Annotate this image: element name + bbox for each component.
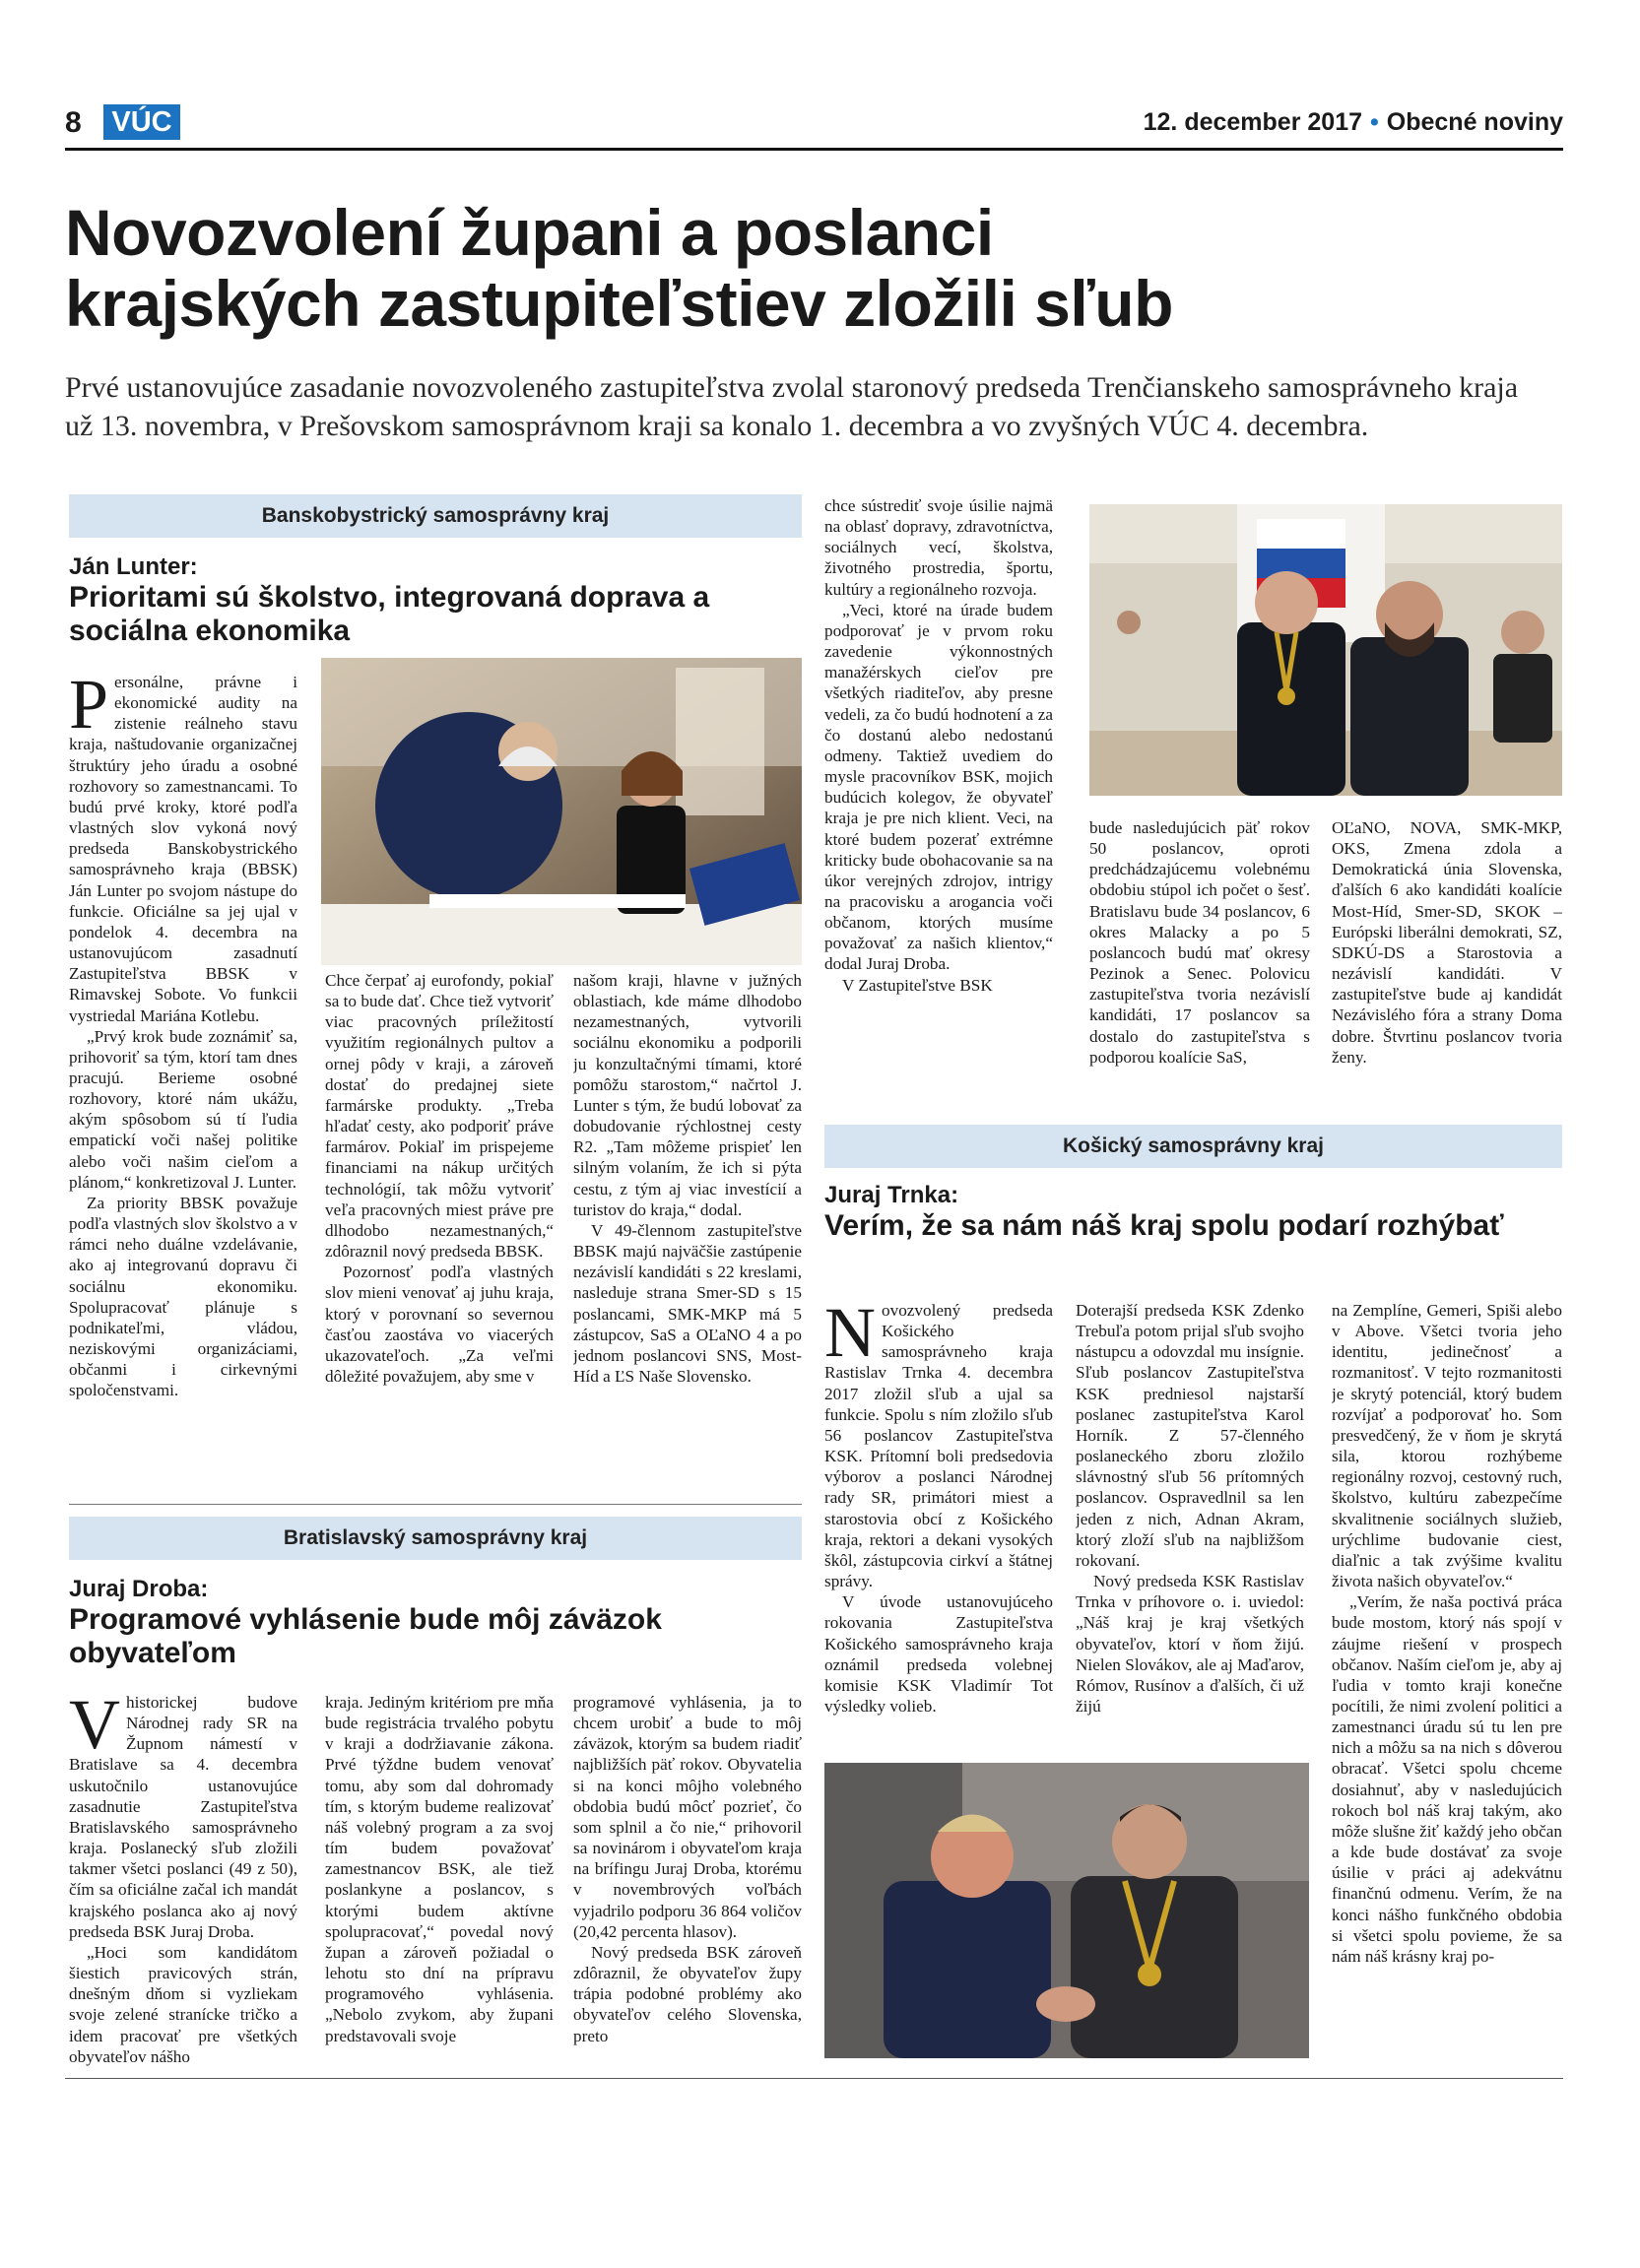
bbsk-author: Ján Lunter: bbox=[69, 553, 198, 580]
bsk-column-6 bbox=[1332, 817, 1562, 1104]
lead-paragraph: Prvé ustanovujúce zasadanie novozvoleného zastupiteľstva zvolal staronový predseda Trenčianskeho samosprávneho kraja už 13. novembra, v Prešovskom samosprávnom kraji sa konalo 1. decembra a vo zvyšných VÚC 4. decembra. bbox=[65, 371, 1519, 442]
bbsk-column-3 bbox=[573, 970, 802, 1519]
title-line-1: Novozvolení župani a poslanci bbox=[65, 196, 994, 269]
bsk-paragraph: „Hoci som kandidátom šiestich pravicových strán, dnešným dňom si vyzliekam svoje zelené stranícke tričko a idem pracovať pre všetkých obyvateľov nášho bbox=[69, 1942, 297, 2066]
page-title bbox=[65, 197, 1542, 339]
region-bar-bsk: Bratislavský samosprávny kraj bbox=[69, 1517, 802, 1560]
handshake-image bbox=[824, 1763, 1309, 2058]
bsk-paragraph: V Zastupiteľstve BSK bbox=[842, 975, 993, 995]
section-divider bbox=[69, 1504, 802, 1505]
drop-cap: N bbox=[824, 1300, 876, 1372]
ksk-paragraph: „Verím, že naša poctivá práca bude mostom, ktorý nás spojí v záujme riešení v prospech občanov. Naším cieľom je, aby aj ľudia v tomto kraji konečne pocítili, že nimi zvolení politici a zamestnanci úradu sú tu len pre nich a môžu sa na nich s dôverou obracať. Všetci spolu chceme dosiahnuť, aby v nasledujúcich rokoch bol náš kraj takým, ako môže slušne žiť každý jeho občan a kde bude dostávať za svoje úsilie v práci aj adekvátnu finančnú odmenu. Verím, že na konci nášho funkčného obdobia si všetci spolu povieme, že sa nám náš krásny kraj po- bbox=[1332, 1592, 1562, 1966]
ksk-paragraph: Novozvolený predseda Košického samosprávneho kraja Rastislav Trnka 4. decembra 2017 zložil sľub a ujal sa funkcie. Spolu s ním zložilo sľub 56 poslancov Zastupiteľstva KSK. Prítomní boli predsedovia výborov a poslanci Národnej rady SR, primátori miest a starostovia obcí z Košického kraja, rektori a dekani vysokých škôl, zástupcovia cirkví a štátnej správy. bbox=[824, 1300, 1053, 1591]
bsk-paragraph: programové vyhlásenia, ja to chcem urobiť a bude to môj záväzok, ktorým sa budem riadiť najbližších päť rokov. Obyvatelia si na konci môjho volebného obdobia budú môcť pozrieť, čo som splnil a čo nie,“ prihovoril sa novinárom i obyvateľom kraja na brífingu Juraj Droba, ktorému v novembrových voľbách vyjadrilo podporu 36 864 voličov (20,42 percenta hlasov). bbox=[573, 1693, 802, 1941]
bsk-column-2 bbox=[325, 1692, 554, 2068]
ksk-headline: Verím, že sa nám náš kraj spolu podarí rozhýbať bbox=[824, 1209, 1504, 1242]
bsk-paragraph: „Veci, ktoré na úrade budem podporovať je v prvom roku zavedenie výkonnostných manažérskych cieľov pre všetkých riaditeľov, aby presne vedeli, za čo budú hodnotení a za čo dostanú alebo nedostanú odmeny. Taktiež uvediem do mysle pracovníkov BSK, mojich budúcich kolegov, že obyvateľ kraja je pre nich klient. Veci, na ktoré budem pozerať extrémne kriticky bude obohacovanie sa na úkor verejných zdrojov, intrigy na pracovisku a arogancia voči občanom, ktorých musíme považovať za našich klientov,“ dodal Juraj Droba. bbox=[824, 600, 1053, 974]
ksk-paragraph: V úvode ustanovujúceho rokovania Zastupiteľstva Košického samosprávneho kraja oznámil predseda volebnej komisie KSK Vladimír Tot výsledky volieb. bbox=[824, 1592, 1053, 1716]
bsk-paragraph: bude nasledujúcich päť rokov 50 poslancov, oproti predchádzajúcemu volebnému obdobiu stúpol ich počet o šesť. Bratislavu bude 34 poslancov, 6 okres Malacky a po 5 poslancoch budú mať okresy Pezinok a Senec. Polovicu zastupiteľstva tvoria nezávislí kandidáti, 17 poslancov sa dostalo do zastupiteľstva s podporou koalície SaS, bbox=[1089, 818, 1310, 1067]
bbsk-paragraph: našom kraji, hlavne v južných oblastiach, kde máme dlhodobo nezamestnaných, vytvorili sociálnu ekonomiku a podporili ju konzultačnými tímami, ktoré pomôžu starostom,“ načrtol J. Lunter s tým, že budú lobovať za dobudovanie rýchlostnej cesty R2. „Tam môžeme prispieť len silným volaním, že ich si pýta cestu, z tým aj viac investícií a turistov do kraja,“ dodal. bbox=[573, 971, 802, 1219]
bsk-paragraph: OĽaNO, NOVA, SMK-MKP, OKS, Zmena zdola a Demokratická únia Slovenska, ďalších 6 ako kandidáti koalície Most-Híd, Smer-SD, SKOK – Európski liberálni demokrati, SZ, SDKÚ-DS a Starostovia a nezávislí kandidáti. V zastupiteľstve bude aj kandidát Nezávislého fóra a strany Doma dobre. Štvrtinu poslancov tvoria ženy. bbox=[1332, 818, 1562, 1067]
drop-cap: P bbox=[69, 672, 109, 744]
bbsk-paragraph: Chce čerpať aj eurofondy, pokiaľ sa to bude dať. Chce tiež vytvoriť viac pracovných príležitostí využitím regionálnych pultov a ornej pôdy v kraji, a zároveň dostať do predajnej siete farmárske produkty. „Treba hľadať cesty, ako podporiť práve farmárov. Pokiaľ im prispejeme financiami na nákup určitých technológií, tak môžu vytvoriť veľa pracovných miest práve pre dlhodobo nezamestnaných,“ zdôraznil nový predseda BBSK. bbox=[325, 971, 554, 1262]
bbsk-photo bbox=[321, 658, 802, 965]
header-rule bbox=[65, 148, 1563, 151]
separator-dot: • bbox=[1370, 108, 1379, 136]
bsk-paragraph: kraja. Jediným kritériom pre mňa bude registrácia trvalého pobytu v kraji a dodržiavanie zákona. Prvé týždne budem venovať tomu, aby som dal dohromady tím, s ktorým budeme realizovať náš volebný program a za svoj tím budem považovať zamestnancov BSK, ale tiež poslankyne a poslancov, s ktorými budem aktívne spolupracovať,“ povedal nový župan a zároveň požiadal o lehotu sto dní na prípravu programového vyhlásenia. „Nebolo zvykom, aby župani predstavovali svoje bbox=[325, 1693, 554, 2045]
bbsk-paragraph: Personálne, právne i ekonomické audity na zistenie reálneho stavu kraja, naštudovanie organizačnej štruktúry jeho úradu a osobné rozhovory so zamestnancami. To budú prvé kroky, ktoré podľa vlastných slov vykoná nový predseda Banskobystrického samosprávneho kraja (BBSK) Ján Lunter po svojom nástupe do funkcie. Oficiálne sa jej ujal v pondelok 4. decembra na ustanovujúcom zasadnutí Zastupiteľstva BBSK v Rimavskej Sobote. Vo funkcii vystriedal Mariána Kotlebu. bbox=[69, 672, 297, 1025]
issue-date: 12. december 2017 bbox=[1143, 108, 1363, 136]
bsk-paragraph: chce sústrediť svoje úsilie najmä na oblasť dopravy, zdravotníctva, sociálnych vecí, školstva, životného prostredia, športu, kultúry a regionálneho rozvoja. bbox=[824, 496, 1053, 599]
bbsk-column-2 bbox=[325, 970, 554, 1519]
bbsk-paragraph: Za priority BBSK považuje podľa vlastných slov školstvo a v rámci neho duálne vzdelávanie, ako aj integrovanú dopravu či sociálnu ekonomiku. Spolupracovať plánuje s podnikateľmi, vládou, neziskovými organizáciami, občanmi i cirkevnými spoločenstvami. bbox=[69, 1193, 297, 1400]
bsk-headline: Programové vyhlásenie bude môj záväzok obyvateľom bbox=[69, 1603, 662, 1669]
bsk-author: Juraj Droba: bbox=[69, 1576, 209, 1602]
bbsk-column-1 bbox=[69, 672, 297, 1519]
signing-ceremony-image bbox=[321, 658, 802, 965]
ksk-column-1 bbox=[824, 1300, 1053, 1753]
bbsk-headline: Prioritami sú školstvo, integrovaná doprava a sociálna ekonomika bbox=[69, 581, 710, 647]
oath-ceremony-image bbox=[1089, 504, 1562, 796]
bsk-paragraph: Nový predseda BSK zároveň zdôraznil, že obyvateľov župy trápia podobné problémy ako obyvateľov celého Slovenska, preto bbox=[573, 1942, 802, 2045]
masthead-info bbox=[1144, 108, 1563, 137]
drop-cap: V bbox=[69, 1692, 120, 1764]
ksk-column-2 bbox=[1076, 1300, 1304, 1753]
region-bar-bbsk: Banskobystrický samosprávny kraj bbox=[69, 494, 802, 538]
ksk-paragraph: Doterajší predseda KSK Zdenko Trebuľa potom prijal sľub svojho nástupcu a odovzdal mu insígnie. Sľub poslancov Zastupiteľstva KSK predniesol najstarší poslanec zastupiteľstva Karol Horník. Z 57-členného poslaneckého zboru zložilo slávnostný sľub 56 prítomných poslancov. Ospravedlnil sa len jeden z nich, Adnan Akram, ktorý zloží sľub na najbližšom rokovaní. bbox=[1076, 1301, 1304, 1570]
ksk-paragraph: Nový predseda KSK Rastislav Trnka v príhovore o. i. uviedol: „Náš kraj je kraj všetkých obyvateľov, ktorí v ňom žijú. Nielen Slovákov, ale aj Maďarov, Rómov, Rusínov a ďalších, či už žijú bbox=[1076, 1572, 1304, 1716]
bsk-column-3 bbox=[573, 1692, 802, 2068]
bbsk-paragraph: V 49-člennom zastupiteľstve BBSK majú najväčšie zastúpenie nezávislí kandidáti s 22 kreslami, nasleduje strana Smer-SD s 15 poslancami, SMK-MKP má 5 zástupcov, SaS a OĽaNO 4 a po jednom poslancovi SNS, Most-Híd a ĽS Naše Slovensko. bbox=[573, 1220, 802, 1386]
ksk-photo bbox=[824, 1763, 1309, 2058]
bsk-photo bbox=[1089, 504, 1562, 796]
bsk-column-4 bbox=[824, 495, 1053, 1104]
bbsk-paragraph: Pozornosť podľa vlastných slov mieni venovať aj juhu kraja, ktorý v porovnaní so severnou časťou zaostáva vo viacerých ukazovateľoch. „Za veľmi dôležité považujem, aby sme v bbox=[325, 1263, 554, 1386]
publication-name: Obecné noviny bbox=[1386, 108, 1563, 136]
bsk-column-1 bbox=[69, 1692, 297, 2068]
bsk-column-5 bbox=[1089, 817, 1310, 1104]
ksk-column-3 bbox=[1332, 1300, 1562, 2058]
ksk-paragraph: na Zemplíne, Gemeri, Spiši alebo v Above. Všetci tvoria jeho identitu, jedinečnosť a rozmanitosť. V tejto rozmanitosti je skrytý potenciál, ktorý budem rozvíjať a podporovať ho. Som presvedčený, že v ňom je skrytá sila, ktorou rozhýbeme regionálny rozvoj, cestovný ruch, školstvo, kultúru zabezpečíme skvalitnenie sociálnych služieb, urýchlime budovanie ciest, diaľnic a tak zvýšime kvalitu života našich obyvateľov.“ bbox=[1332, 1301, 1562, 1591]
region-bar-ksk: Košický samosprávny kraj bbox=[824, 1125, 1562, 1168]
section-badge: VÚC bbox=[103, 104, 180, 140]
footer-rule bbox=[65, 2078, 1563, 2079]
page-number: 8 bbox=[65, 106, 82, 139]
title-line-2: krajských zastupiteľstiev zložili sľub bbox=[65, 267, 1173, 340]
bbsk-paragraph: „Prvý krok bude zoznámiť sa, prihovoriť sa tým, ktorí tam dnes pracujú. Berieme osobné rozhovory, ktoré nám ukážu, akým spôsobom sú tí ľudia empatickí voči našej politike alebo voči našim cieľom a plánom,“ konkretizoval J. Lunter. bbox=[69, 1026, 297, 1192]
bsk-paragraph: Vhistorickej budove Národnej rady SR na Župnom námestí v Bratislave sa 4. decembra uskutočnilo ustanovujúce zasadnutie Zastupiteľstva Bratislavského samosprávneho kraja. Poslanecký sľub zložili takmer všetci poslanci (49 z 50), čím sa oficiálne začal ich mandát krajského poslanca ako aj nový predseda BSK Juraj Droba. bbox=[69, 1692, 297, 1941]
ksk-author: Juraj Trnka: bbox=[824, 1182, 959, 1208]
